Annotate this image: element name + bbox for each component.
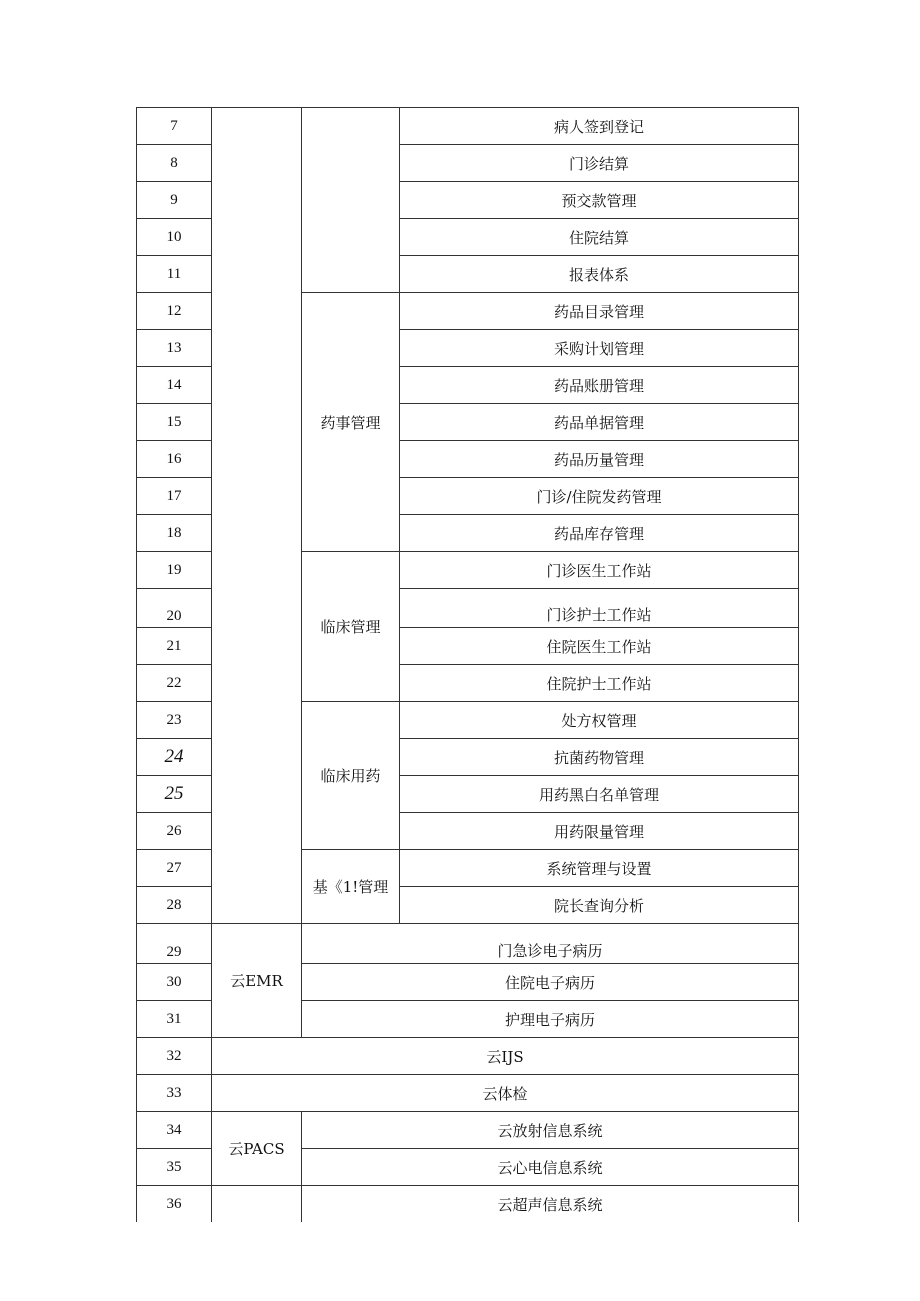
table-row [137, 1075, 799, 1112]
row-number: 11 [137, 256, 212, 293]
table-row [137, 924, 799, 964]
row-number: 14 [137, 367, 212, 404]
item-cell: 系统管理与设置 [400, 850, 799, 887]
row-number: 26 [137, 813, 212, 850]
item-cell: 云超声信息系统 [302, 1186, 799, 1223]
item-cell: 预交款管理 [400, 182, 799, 219]
item-cell: 住院医生工作站 [400, 628, 799, 665]
item-cell: 住院电子病历 [302, 964, 799, 1001]
item-cell: 门诊护士工作站 [400, 589, 799, 628]
item-cell: 药品历量管理 [400, 441, 799, 478]
row-number: 9 [137, 182, 212, 219]
item-cell: 门诊医生工作站 [400, 552, 799, 589]
item-cell: 病人签到登记 [400, 108, 799, 145]
item-cell: 药品目录管理 [400, 293, 799, 330]
row-number: 23 [137, 702, 212, 739]
item-cell: 门诊/住院发药管理 [400, 478, 799, 515]
row-number: 25 [137, 776, 212, 813]
category-cell-empty [302, 108, 400, 293]
item-cell: 药品库存管理 [400, 515, 799, 552]
row-number: 36 [137, 1186, 212, 1223]
system-cell-empty [212, 1186, 302, 1223]
row-number: 7 [137, 108, 212, 145]
row-number: 15 [137, 404, 212, 441]
row-number: 13 [137, 330, 212, 367]
item-cell: 用药限量管理 [400, 813, 799, 850]
item-cell: 住院结算 [400, 219, 799, 256]
table-row [137, 1112, 799, 1149]
item-cell: 抗菌药物管理 [400, 739, 799, 776]
category-basic: 基《1!管理 [302, 850, 400, 924]
item-cell: 采购计划管理 [400, 330, 799, 367]
system-cell-empty [212, 108, 302, 924]
module-table [136, 107, 799, 1222]
system-emr: 云EMR [212, 924, 302, 1038]
item-cell: 院长查询分析 [400, 887, 799, 924]
row-number: 10 [137, 219, 212, 256]
row-number: 29 [137, 924, 212, 964]
category-pharmacy: 药事管理 [302, 293, 400, 552]
item-cell: 报表体系 [400, 256, 799, 293]
row-number: 19 [137, 552, 212, 589]
item-cell: 门诊结算 [400, 145, 799, 182]
system-pacs: 云PACS [212, 1112, 302, 1186]
category-clinical: 临床管理 [302, 552, 400, 702]
row-number: 12 [137, 293, 212, 330]
row-number: 32 [137, 1038, 212, 1075]
row-number: 27 [137, 850, 212, 887]
table-row [137, 1038, 799, 1075]
table-row [137, 1186, 799, 1223]
row-number: 34 [137, 1112, 212, 1149]
row-number: 20 [137, 589, 212, 628]
row-number: 28 [137, 887, 212, 924]
item-cell: 云体检 [212, 1075, 799, 1112]
item-cell: 云放射信息系统 [302, 1112, 799, 1149]
item-cell: 门急诊电子病历 [302, 924, 799, 964]
item-cell: 护理电子病历 [302, 1001, 799, 1038]
item-cell: 药品单据管理 [400, 404, 799, 441]
item-cell: 云IJS [212, 1038, 799, 1075]
item-cell: 用药黑白名单管理 [400, 776, 799, 813]
row-number: 17 [137, 478, 212, 515]
row-number: 16 [137, 441, 212, 478]
item-cell: 处方权管理 [400, 702, 799, 739]
item-cell: 药品账册管理 [400, 367, 799, 404]
row-number: 35 [137, 1149, 212, 1186]
item-cell: 云心电信息系统 [302, 1149, 799, 1186]
row-number: 33 [137, 1075, 212, 1112]
row-number: 31 [137, 1001, 212, 1038]
row-number: 24 [137, 739, 212, 776]
row-number: 8 [137, 145, 212, 182]
row-number: 18 [137, 515, 212, 552]
row-number: 21 [137, 628, 212, 665]
item-cell: 住院护士工作站 [400, 665, 799, 702]
table-row [137, 108, 799, 145]
category-clinical-drug: 临床用药 [302, 702, 400, 850]
row-number: 30 [137, 964, 212, 1001]
row-number: 22 [137, 665, 212, 702]
